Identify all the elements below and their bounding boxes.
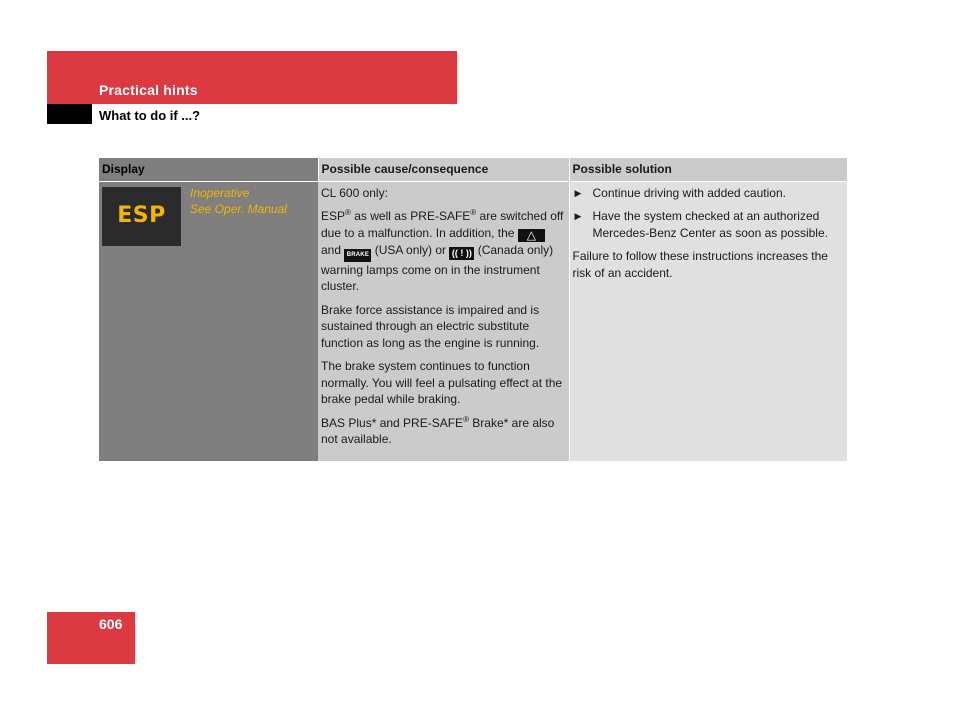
cause-paragraph-4: The brake system continues to function normally. You will feel a pulsating effect at the brake pedal while braking.: [321, 359, 563, 406]
display-message-line1: Inoperative: [190, 185, 250, 200]
list-item: [573, 208, 845, 241]
bullet-arrow-icon: ▶: [574, 211, 582, 221]
solution-list: [573, 185, 845, 242]
display-message-line2: See Oper. Manual: [190, 201, 287, 216]
section-marker: [47, 104, 92, 124]
cause-text: as well as PRE-SAFE: [350, 209, 471, 223]
list-item: [573, 185, 845, 202]
table-row: [99, 181, 847, 461]
cause-paragraph-3: Brake force assistance is impaired and is sustained through an electric substitute function as long as the engine is running.: [321, 302, 540, 350]
column-header-solution: Possible solution: [569, 158, 847, 181]
cause-text: (USA only) or: [371, 242, 450, 257]
registered-mark: ®: [345, 208, 351, 217]
page-number-tab: [47, 612, 135, 664]
display-cell: [99, 181, 318, 461]
cause-paragraph-5: [321, 415, 566, 448]
page-number: 606: [99, 616, 123, 632]
cause-text: ESP: [321, 209, 346, 223]
cause-text: Brake* are also not available.: [321, 415, 555, 446]
section-header-band: [47, 51, 457, 104]
column-header-cause: Possible cause/consequence: [318, 158, 569, 181]
solution-text: Have the system checked at an authorized Mercedes-Benz Center as soon as possible.: [592, 209, 828, 240]
registered-mark: ®: [463, 414, 469, 424]
brake-warning-icon: BRAKE: [344, 249, 371, 262]
esp-indicator-label: ESP: [117, 202, 166, 228]
esp-indicator-icon: [102, 187, 181, 246]
bullet-arrow-icon: ▶: [574, 187, 582, 198]
table-header-row: [99, 158, 847, 181]
solution-note: Failure to follow these instructions increases the risk of an accident.: [572, 249, 828, 280]
cause-text: are switched off due to a malfunction. In addition, the: [321, 209, 564, 240]
solution-cell: [569, 181, 847, 461]
display-message: [190, 185, 287, 217]
brake-canada-icon: (( ! )): [449, 247, 474, 260]
warning-triangle-icon: △: [518, 229, 545, 242]
column-header-display: Display: [99, 158, 318, 181]
cause-text: (Canada only) warning lamps come on in the instrument cluster.: [321, 242, 554, 293]
cause-paragraph-1: CL 600 only:: [321, 185, 388, 200]
troubleshooting-table: [99, 158, 848, 461]
solution-text: Continue driving with added caution.: [592, 185, 786, 200]
registered-mark: ®: [470, 208, 477, 217]
section-title: Practical hints: [99, 82, 198, 98]
cause-paragraph-2: [321, 208, 566, 295]
subsection-title: What to do if ...?: [99, 108, 201, 123]
cause-text: BAS Plus* and PRE-SAFE: [321, 415, 464, 430]
cause-cell: [318, 181, 569, 461]
cause-text: and: [321, 242, 345, 257]
